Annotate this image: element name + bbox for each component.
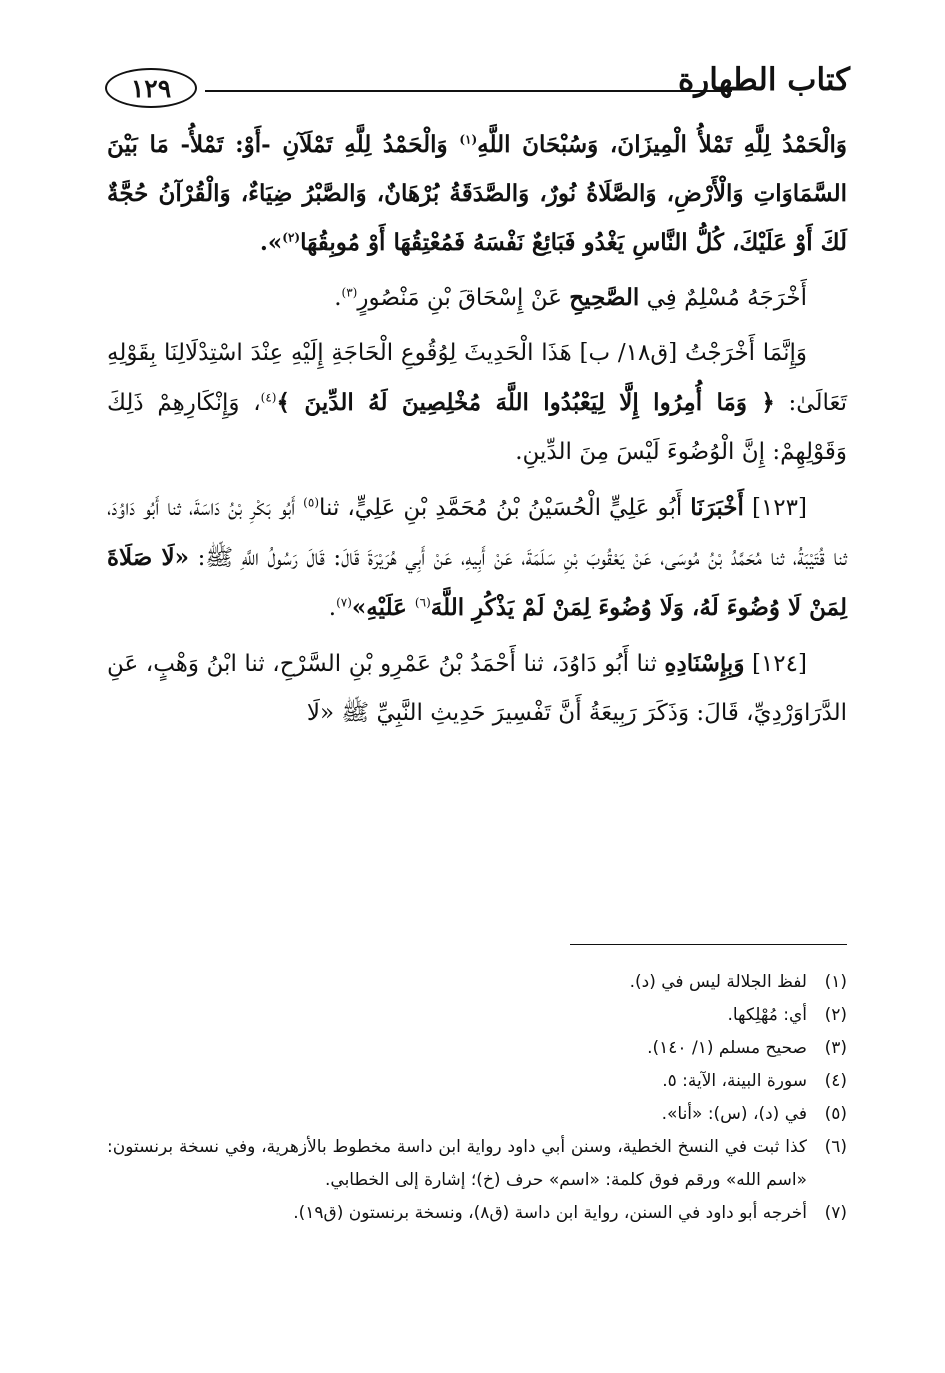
footnote-number: (١) — [824, 972, 847, 992]
footnote-ref[interactable]: (١) — [459, 132, 478, 147]
text-run: أَبُو بَكْرِ بْنُ دَاسَةَ، ثنا أَبُو دَاوُدَ، ثنا قُتَيْبَةُ، ثنا مُحَمَّدُ بْنُ مُوسَى، عَنْ يَعْقُوبَ بْنِ سَلَمَةَ، عَنْ أَبِيهِ، عَنْ أَبِي هُرَيْرَةَ قَالَ: قَالَ رَسُولُ اللَّهِ ﷺ: — [107, 495, 847, 571]
hadith-123 — [107, 483, 847, 633]
footnote-ref[interactable]: (٦) — [414, 595, 431, 610]
text-run: أَخْرَجَهُ مُسْلِمٌ فِي — [639, 285, 807, 311]
footnote-item — [107, 1065, 847, 1098]
text-run: أَبُو عَلِيٍّ الْحُسَيْنُ بْنُ مُحَمَّدِ بْنِ عَلِيٍّ، ثنا — [319, 495, 691, 521]
footnote-number: (٧) — [824, 1203, 847, 1223]
footnote-item — [107, 1197, 847, 1230]
narration-word: أَخْبَرَنَا — [690, 494, 744, 521]
footnote-item — [107, 966, 847, 999]
footnote-text: كذا ثبت في النسخ الخطية، وسنن أبي داود رواية ابن داسة مخطوط بالأزهرية، وفي نسخة برنستون: «اسم الله» ورقم فوق كلمة: «اسم» حرف (خ)؛ إشارة إلى الخطابي. — [107, 1137, 807, 1190]
footnote-separator — [570, 944, 847, 945]
text-run: ثنا أَبُو دَاوُدَ، ثنا أَحْمَدُ بْنُ عَمْرِو بْنِ السَّرْحِ، ثنا ابْنُ وَهْبٍ، عَنِ الدَّرَاوَرْدِيِّ، قَالَ: وَذَكَرَ رَبِيعَةُ أَنَّ تَفْسِيرَ حَدِيثِ النَّبِيِّ ﷺ «لَا — [107, 651, 847, 726]
footnote-ref[interactable]: (٣) — [341, 285, 358, 300]
footnote-number: (٤) — [824, 1071, 847, 1091]
hadith-number: [١٢٤] — [744, 651, 807, 677]
footnote-text: سورة البينة، الآية: ٥. — [662, 1071, 807, 1091]
page-number-badge — [105, 68, 197, 108]
footnote-ref[interactable]: (٤) — [260, 390, 277, 405]
footnote-number: (٥) — [824, 1104, 847, 1124]
hadith-number: [١٢٣] — [743, 495, 807, 521]
footnote-text: في (د)، (س): «أنا». — [661, 1104, 807, 1124]
footnote-item — [107, 1032, 847, 1065]
footnote-text: أخرجه أبو داود في السنن، رواية ابن داسة (ق٨)، ونسخة برنستون (ق١٩). — [293, 1203, 807, 1223]
commentary-paragraph — [107, 329, 847, 477]
footnote-text: لفظ الجلالة ليس في (د). — [629, 972, 807, 992]
text-run: ». — [259, 229, 283, 256]
text-run: وَالْحَمْدُ لِلَّهِ تَمْلَآنِ -أَوْ: تَمْلأُ- مَا بَيْنَ السَّمَاوَاتِ وَالْأَرْضِ، وَالصَّلَاةُ نُورٌ، وَالصَّدَقَةُ بُرْهَانٌ، وَالصَّبْرُ ضِيَاءٌ، وَالْقُرْآنُ حُجَّةٌ لَكَ أَوْ عَلَيْكَ، كُلُّ النَّاسِ يَغْدُو فَبَائِعٌ نَفْسَهُ فَمُعْتِقُهَا أَوْ مُوبِقُهَا — [107, 131, 847, 256]
footnote-number: (٦) — [824, 1137, 847, 1157]
text-run: وَالْحَمْدُ لِلَّهِ تَمْلأُ الْمِيزَانَ، وَسُبْحَانَ اللَّهِ — [477, 131, 847, 158]
text-run: وَإِنَّمَا أَخْرَجْتُ [ق١٨/ ب] هَذَا الْحَدِيثَ لِوُقُوعِ الْحَاجَةِ إِلَيْهِ عِنْدَ اسْتِدْلَالِنَا بِقَوْلِهِ تَعَالَىٰ: — [107, 340, 847, 416]
footnote-number: (٣) — [824, 1038, 847, 1058]
header-rule — [205, 90, 732, 92]
footnotes — [107, 966, 847, 1230]
footnote-ref[interactable]: (٥) — [303, 495, 319, 510]
narration-word: وَبِإِسْنَادِهِ — [664, 650, 745, 677]
text-run: . — [328, 595, 337, 621]
footnote-ref[interactable]: (٢) — [282, 230, 301, 245]
footnote-number: (٢) — [824, 1005, 847, 1025]
hadith-matn: «لَا صَلَاةَ لِمَنْ لَا وُضُوءَ لَهُ، وَلَا وُضُوءَ لِمَنْ لَمْ يَذْكُرِ اللَّهَ — [107, 544, 847, 621]
hadith-matn: عَلَيْهِ» — [351, 594, 415, 621]
footnote-text: صحيح مسلم (١/ ١٤٠). — [647, 1038, 807, 1058]
footnote-text: أي: مُهْلِكها. — [727, 1005, 807, 1025]
takhrij-paragraph — [107, 273, 847, 323]
book-title: كتاب الطهارة — [678, 62, 850, 98]
footnote-item — [107, 999, 847, 1032]
hadith-continuation — [107, 120, 847, 267]
text-run: . — [334, 285, 342, 311]
hadith-124 — [107, 639, 847, 738]
book-name: الصَّحِيحِ — [569, 284, 640, 311]
page-header — [105, 62, 850, 118]
quran-verse: ﴿ وَمَا أُمِرُوا إِلَّا لِيَعْبُدُوا اللَّهَ مُخْلِصِينَ لَهُ الدِّينَ ﴾ — [276, 389, 775, 416]
page-number: ١٢٩ — [130, 73, 172, 103]
text-run: عَنْ إِسْحَاقَ بْنِ مَنْصُورٍ — [357, 285, 570, 311]
footnote-item — [107, 1131, 847, 1197]
footnote-item — [107, 1098, 847, 1131]
text-run: ، وَإِنْكَارِهِمْ ذَلِكَ وَقَوْلِهِمْ: إِنَّ الْوُضُوءَ لَيْسَ مِنَ الدِّينِ. — [107, 390, 847, 465]
body-text — [107, 120, 847, 744]
footnote-ref[interactable]: (٧) — [336, 595, 352, 610]
